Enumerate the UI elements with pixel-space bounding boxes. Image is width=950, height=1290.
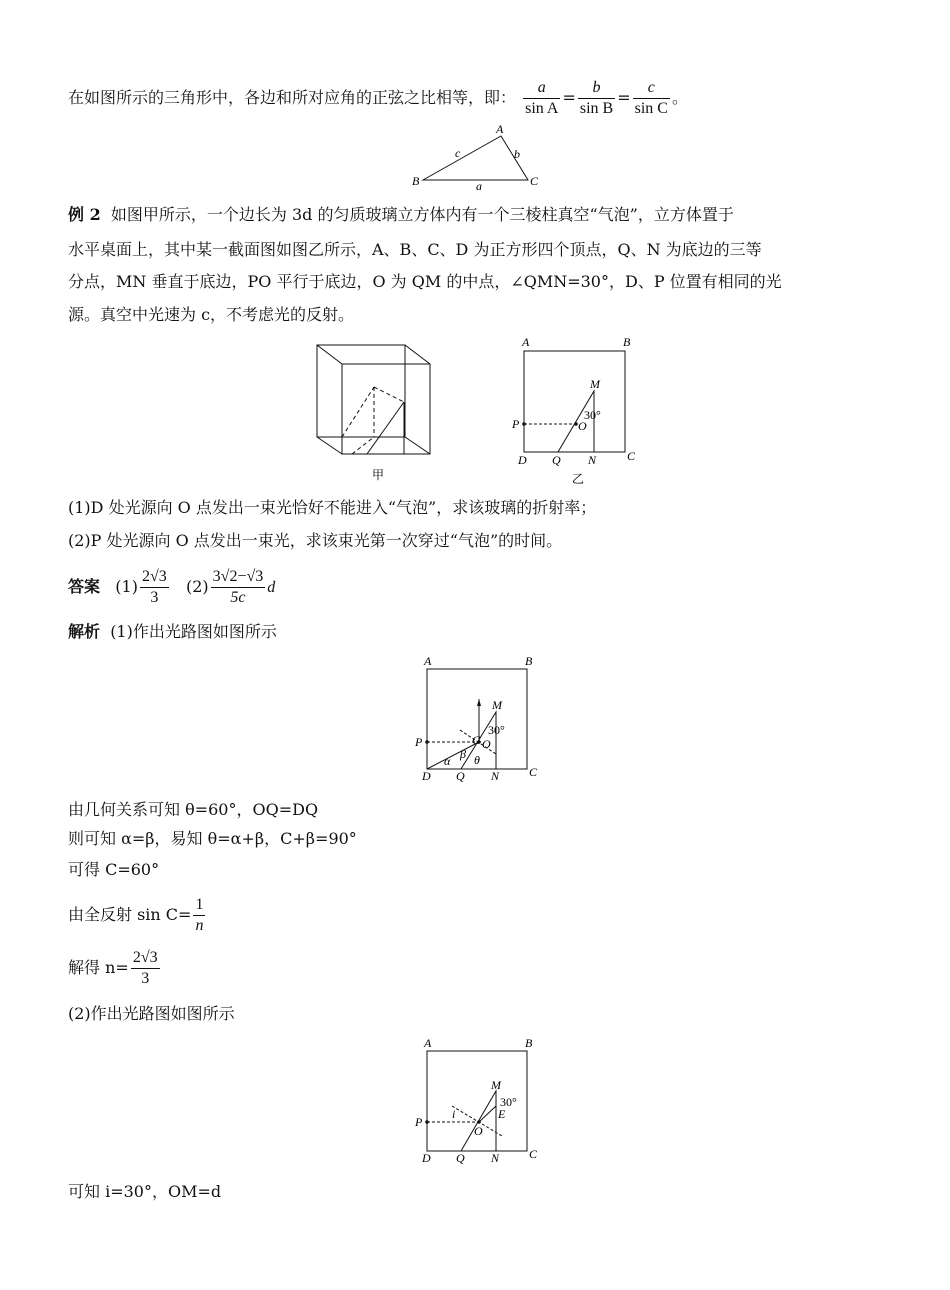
yi-label-angle: 30° [584, 408, 601, 422]
example-line-1: 例 2 如图甲所示，一个边长为 3d 的匀质玻璃立方体内有一个三棱柱真空“气泡”，立方体置于 [68, 205, 734, 224]
a1-label-N: N [491, 769, 500, 783]
a1-label-C: C [529, 765, 538, 779]
analysis-l5: 解得 n= $\frac{2√3}{3}$ [68, 949, 158, 987]
a2-label-A: A [424, 1036, 432, 1050]
a2-label-C: C [529, 1147, 538, 1161]
frac-a-sinA: $\frac{a}{\text{sin A}}$ [525, 79, 559, 117]
a1-label-angle: 30° [488, 723, 505, 737]
answer-line: 答案 (1) $\frac{2√3}{3}$ (2) $\frac{3√2-√3}{5c}$ d [68, 568, 276, 606]
a1-label-O: O [482, 737, 491, 751]
a2-label-N: N [491, 1151, 500, 1165]
tri-label-A: A [496, 122, 504, 136]
yi-label-N: N [588, 453, 597, 467]
frac-n-value: $\frac{2√3}{3}$ [132, 949, 158, 987]
analysis-l2: 则可知 α=β，易知 θ=α+β，C+β=90° [68, 829, 357, 848]
a1-label-theta: θ [474, 753, 480, 767]
yi-label-O: O [578, 419, 587, 433]
a1-label-D: D [422, 769, 431, 783]
analysis-l3: 可得 C=60° [68, 860, 160, 879]
frac-c-sinC: $\frac{c}{\text{sin C}}$ [634, 79, 668, 117]
figure-jia-cube [312, 342, 437, 487]
a1-label-beta: β [460, 747, 466, 761]
a1-label-C-angle: C [472, 733, 481, 747]
a1-label-A: A [424, 654, 432, 668]
tri-label-a: a [476, 179, 482, 193]
a2-label-D: D [422, 1151, 431, 1165]
caption-jia: 甲 [372, 468, 385, 482]
analysis-label: 解析 [68, 622, 101, 641]
example-label: 例 2 [68, 205, 101, 224]
a2-label-i: i [452, 1107, 456, 1121]
a1-label-alpha: α [444, 754, 451, 768]
a2-label-P: P [415, 1115, 423, 1129]
yi-label-P: P [512, 417, 520, 431]
figure-yi-section [510, 336, 650, 486]
yi-label-Q: Q [552, 453, 561, 467]
analysis-line-1: 解析 (1)作出光路图如图所示 [68, 622, 277, 641]
answer-label: 答案 [68, 577, 101, 596]
yi-label-D: D [518, 453, 527, 467]
caption-yi: 乙 [572, 472, 585, 486]
answer-1-frac: $\frac{2√3}{3}$ [141, 568, 167, 606]
a2-label-E: E [498, 1107, 506, 1121]
intro-line: 在如图所示的三角形中，各边和所对应角的正弦之比相等，即： $\frac{a}{\text{sin A}}$ = $\frac{b}{\text{sin B}}$ = $\frac{c}{\text{sin C}}$ 。 [68, 79, 688, 117]
a1-label-P: P [415, 735, 423, 749]
a1-label-B: B [525, 654, 533, 668]
example-line-2: 水平桌面上，其中某一截面图如图乙所示，A、B、C、D 为正方形四个顶点，Q、N 为底边的三等 [68, 240, 762, 259]
answer-2-frac: $\frac{3√2-√3}{5c}$ [212, 568, 264, 606]
a2-label-Q: Q [456, 1151, 465, 1165]
analysis-l4: 由全反射 sin C= $\frac{1}{n}$ [68, 896, 204, 934]
yi-label-C: C [627, 449, 636, 463]
a2-label-M: M [491, 1078, 501, 1092]
question-2: (2)P 处光源向 O 点发出一束光，求该束光第一次穿过“气泡”的时间。 [68, 531, 563, 550]
analysis-figure-2 [412, 1036, 552, 1168]
yi-label-M: M [590, 377, 600, 391]
example-line-3: 分点，MN 垂直于底边，PO 平行于底边，O 为 QM 的中点，∠QMN=30°，D、P 位置有相同的光 [68, 272, 782, 291]
analysis-l1: 由几何关系可知 θ=60°，OQ=DQ [68, 800, 319, 819]
tri-label-C: C [530, 174, 539, 188]
a2-label-B: B [525, 1036, 533, 1050]
frac-b-sinB: $\frac{b}{\text{sin B}}$ [579, 79, 614, 117]
example-line-4: 源。真空中光速为 c，不考虑光的反射。 [68, 305, 355, 324]
tri-label-b: b [514, 147, 520, 161]
yi-label-B: B [623, 335, 631, 349]
analysis-figure-1 [412, 654, 552, 786]
frac-1-n: $\frac{1}{n}$ [195, 896, 204, 934]
intro-text: 在如图所示的三角形中，各边和所对应角的正弦之比相等，即： [68, 88, 517, 107]
yi-label-A: A [522, 335, 530, 349]
a1-label-M: M [492, 698, 502, 712]
a1-label-Q: Q [456, 769, 465, 783]
question-1: (1)D 处光源向 O 点发出一束光恰好不能进入“气泡”，求该玻璃的折射率； [68, 498, 597, 517]
a2-label-angle: 30° [500, 1095, 517, 1109]
analysis-l6: 可知 i=30°，OM=d [68, 1182, 222, 1201]
a2-label-O: O [474, 1124, 483, 1138]
analysis-step2: (2)作出光路图如图所示 [68, 1004, 235, 1023]
triangle-diagram [408, 120, 548, 192]
tri-label-B: B [412, 174, 420, 188]
tri-label-c: c [455, 146, 461, 160]
